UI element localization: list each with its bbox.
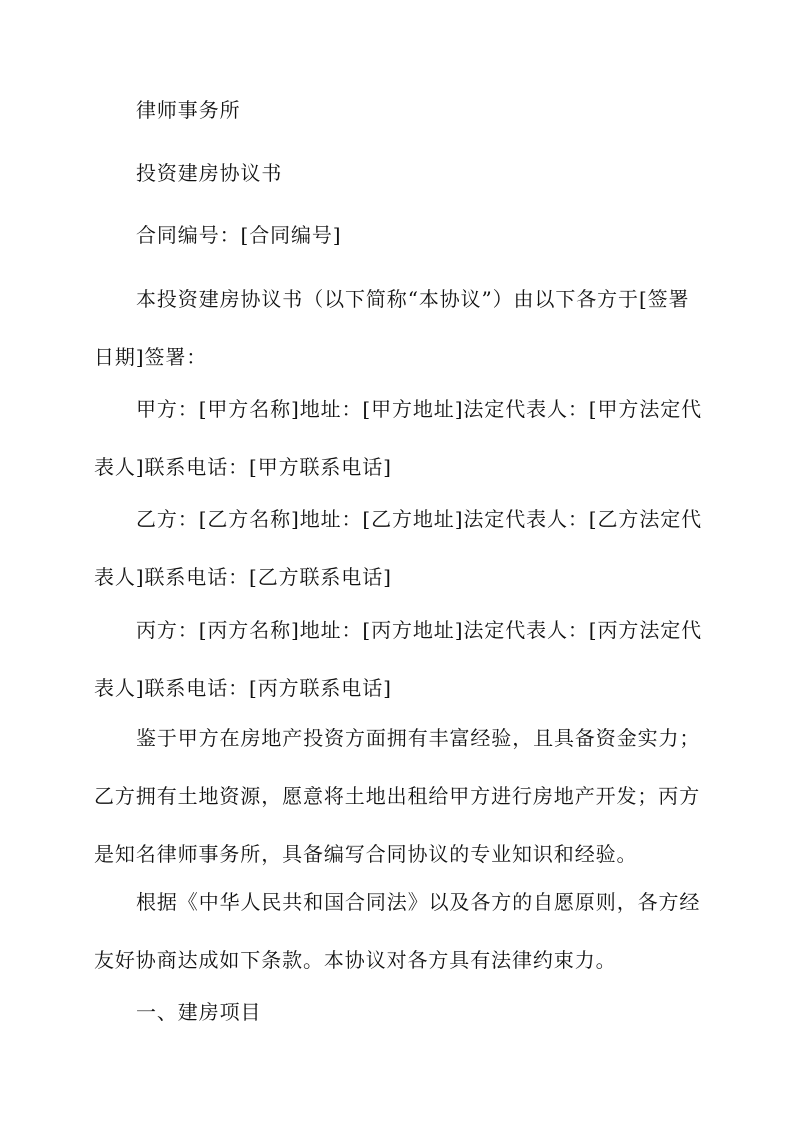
intro-paragraph: 本投资建房协议书（以下简称“本协议”）由以下各方于[签署日期]签署： [94,287,690,369]
law-firm-line: 律师事务所 [136,98,241,122]
whereas-paragraph: 鉴于甲方在房地产投资方面拥有丰富经验，且具备资金实力；乙方拥有土地资源，愿意将土地出租给甲方进行房地产开发；丙方是知名律师事务所，具备编写合同协议的专业知识和经验。 [94,726,701,866]
party-c-paragraph: 丙方：[丙方名称]地址：[丙方地址]法定代表人：[丙方法定代表人]联系电话：[丙方联系电话] [94,618,703,700]
document-title: 投资建房协议书 [136,161,283,185]
party-a-paragraph: 甲方：[甲方名称]地址：[甲方地址]法定代表人：[甲方法定代表人]联系电话：[甲方联系电话] [94,397,703,479]
section-heading-1: 一、建房项目 [136,1000,262,1024]
legal-basis-paragraph: 根据《中华人民共和国合同法》以及各方的自愿原则，各方经友好协商达成如下条款。本协议对各方具有法律约束力。 [94,890,701,972]
party-b-paragraph: 乙方：[乙方名称]地址：[乙方地址]法定代表人：[乙方法定代表人]联系电话：[乙方联系电话] [94,507,703,589]
contract-number: 合同编号：[合同编号] [136,223,342,247]
